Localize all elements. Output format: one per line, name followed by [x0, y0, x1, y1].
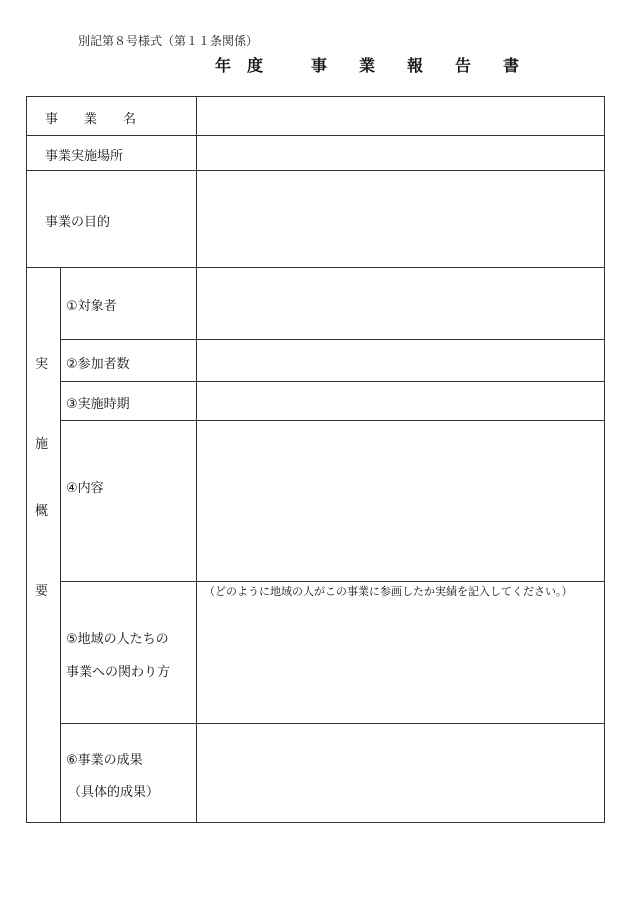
table-line — [60, 339, 605, 340]
location-label: 事業実施場所 — [45, 149, 124, 164]
item-community-label-line2: 事業への関わり方 — [66, 665, 171, 680]
table-line — [26, 170, 605, 171]
form-reference: 別記第８号様式（第１１条関係） — [78, 34, 259, 48]
item-results-label-line2: （具体的成果） — [68, 785, 160, 800]
table-line — [26, 135, 605, 136]
table-line — [60, 581, 605, 582]
table-line — [60, 723, 605, 724]
table-line — [60, 267, 61, 823]
business-name-label: 事 業 名 — [45, 112, 137, 127]
table-line — [60, 420, 605, 421]
report-title: 年 度 事 業 報 告 書 — [215, 56, 520, 75]
table-line — [26, 267, 605, 268]
table-line — [26, 96, 27, 823]
purpose-label: 事業の目的 — [45, 215, 111, 230]
item-participants-label: ②参加者数 — [66, 357, 130, 372]
section-label-char: 実 — [35, 357, 49, 372]
item-target-label: ①対象者 — [66, 299, 117, 314]
section-label-char: 概 — [35, 504, 49, 519]
table-line — [604, 96, 605, 823]
table-line — [196, 96, 197, 823]
section-label-char: 施 — [35, 437, 49, 452]
item-community-label-line1: ⑤地域の人たちの — [66, 632, 169, 647]
table-line — [60, 381, 605, 382]
table-line — [26, 96, 605, 97]
table-line — [26, 822, 605, 823]
item-results-label-line1: ⑥事業の成果 — [66, 753, 143, 768]
section-label-char: 要 — [35, 584, 49, 599]
item-content-label: ④内容 — [66, 481, 104, 496]
community-instruction-note: （どのように地域の人がこの事業に参画したか実績を記入してください。） — [204, 585, 573, 598]
item-period-label: ③実施時期 — [66, 397, 130, 412]
